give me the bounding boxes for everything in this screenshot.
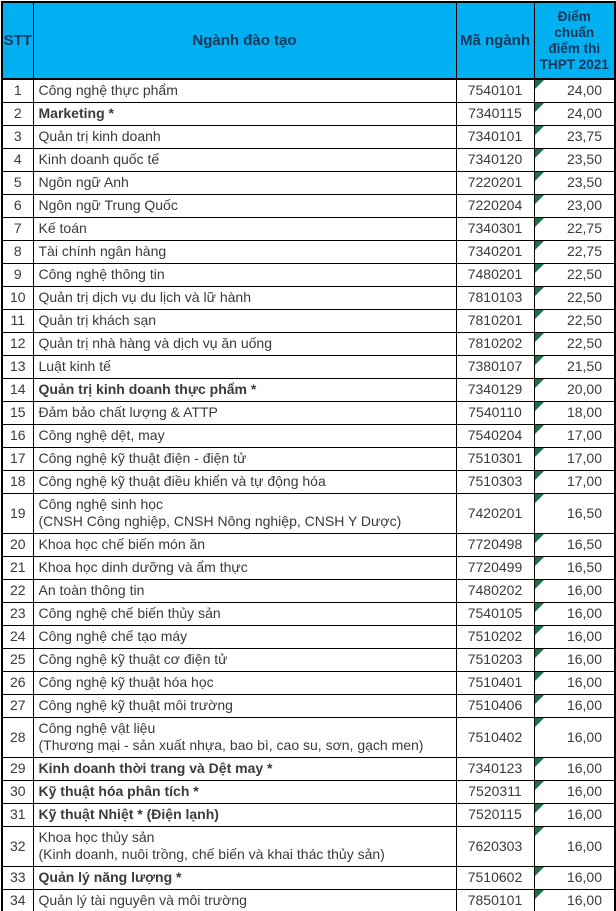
table-row xyxy=(2,757,615,780)
score-value: 22,50 xyxy=(566,266,602,282)
score-cell xyxy=(534,757,615,780)
score-value: 16,00 xyxy=(566,674,602,690)
score-value: 16,00 xyxy=(566,697,602,713)
major-name-cell xyxy=(33,717,456,757)
score-cell xyxy=(534,194,615,217)
major-name-cell xyxy=(33,780,456,803)
table-row xyxy=(2,556,615,579)
score-cell xyxy=(534,355,615,378)
comment-corner-triangle-icon xyxy=(535,218,544,227)
score-cell xyxy=(534,803,615,826)
score-value: 16,00 xyxy=(566,760,602,776)
major-name-cell xyxy=(33,556,456,579)
table-row xyxy=(2,694,615,717)
table-row xyxy=(2,240,615,263)
major-name-line2: (Thương mại - sản xuất nhựa, bao bì, cao su, sơn, gạch men) xyxy=(38,737,424,753)
major-name-cell xyxy=(33,866,456,889)
row-number: 21 xyxy=(2,556,33,579)
score-value: 23,75 xyxy=(566,128,602,144)
score-cell xyxy=(534,694,615,717)
major-name: Công nghệ dệt, may xyxy=(38,427,165,443)
comment-corner-triangle-icon xyxy=(535,356,544,365)
table-row xyxy=(2,217,615,240)
major-name-cell xyxy=(33,625,456,648)
comment-corner-triangle-icon xyxy=(535,718,544,727)
row-number: 22 xyxy=(2,579,33,602)
major-name-cell xyxy=(33,286,456,309)
major-name: Kỹ thuật Nhiệt * (Điện lạnh) xyxy=(38,806,219,822)
major-name-cell xyxy=(33,332,456,355)
row-number: 17 xyxy=(2,447,33,470)
score-value: 17,00 xyxy=(566,450,602,466)
score-value: 16,00 xyxy=(566,891,602,908)
table-row xyxy=(2,447,615,470)
major-name: Công nghệ kỹ thuật cơ điện tử xyxy=(38,651,228,667)
row-number: 13 xyxy=(2,355,33,378)
major-code: 7540101 xyxy=(456,79,534,102)
table-row xyxy=(2,309,615,332)
row-number: 33 xyxy=(2,866,33,889)
major-name: Công nghệ thông tin xyxy=(38,266,165,282)
comment-corner-triangle-icon xyxy=(535,149,544,158)
comment-corner-triangle-icon xyxy=(535,890,544,899)
score-cell xyxy=(534,625,615,648)
major-name: Quản trị kinh doanh thực phẩm * xyxy=(38,381,257,397)
row-number: 23 xyxy=(2,602,33,625)
table-row xyxy=(2,355,615,378)
table-row xyxy=(2,671,615,694)
major-name-cell xyxy=(33,648,456,671)
major-code: 7340129 xyxy=(456,378,534,401)
score-cell xyxy=(534,148,615,171)
comment-corner-triangle-icon xyxy=(535,626,544,635)
major-code: 7510401 xyxy=(456,671,534,694)
score-cell xyxy=(534,579,615,602)
major-code: 7540105 xyxy=(456,602,534,625)
row-number: 27 xyxy=(2,694,33,717)
major-code: 7810103 xyxy=(456,286,534,309)
score-value: 17,00 xyxy=(566,473,602,489)
score-cell xyxy=(534,648,615,671)
major-name: An toàn thông tin xyxy=(38,582,145,598)
table-row xyxy=(2,171,615,194)
row-number: 18 xyxy=(2,470,33,493)
row-number: 29 xyxy=(2,757,33,780)
table-row xyxy=(2,533,615,556)
major-code: 7620303 xyxy=(456,826,534,866)
table-row xyxy=(2,194,615,217)
major-name-cell xyxy=(33,102,456,125)
score-value: 23,50 xyxy=(566,174,602,190)
table-row xyxy=(2,889,615,911)
table-row xyxy=(2,780,615,803)
major-code: 7510303 xyxy=(456,470,534,493)
table-row xyxy=(2,826,615,866)
score-cell xyxy=(534,217,615,240)
major-name-cell xyxy=(33,602,456,625)
comment-corner-triangle-icon xyxy=(535,867,544,876)
major-code: 7480202 xyxy=(456,579,534,602)
major-name: Khoa học chế biến món ăn xyxy=(38,536,206,552)
major-code: 7220204 xyxy=(456,194,534,217)
score-cell xyxy=(534,671,615,694)
row-number: 6 xyxy=(2,194,33,217)
score-value: 16,50 xyxy=(566,536,602,552)
table-row xyxy=(2,79,615,102)
col-header-stt: STT xyxy=(2,2,33,79)
major-name-cell xyxy=(33,263,456,286)
major-name: Khoa học thủy sản xyxy=(38,829,155,845)
score-cell xyxy=(534,125,615,148)
table-row xyxy=(2,125,615,148)
major-name: Quản lý tài nguyên và môi trường xyxy=(38,891,247,908)
major-code: 7510203 xyxy=(456,648,534,671)
score-cell xyxy=(534,240,615,263)
row-number: 4 xyxy=(2,148,33,171)
comment-corner-triangle-icon xyxy=(535,310,544,319)
comment-corner-triangle-icon xyxy=(535,80,544,89)
comment-corner-triangle-icon xyxy=(535,287,544,296)
score-value: 16,00 xyxy=(566,582,602,598)
major-name-cell xyxy=(33,579,456,602)
major-code: 7340115 xyxy=(456,102,534,125)
score-cell xyxy=(534,533,615,556)
table-row xyxy=(2,602,615,625)
row-number: 32 xyxy=(2,826,33,866)
comment-corner-triangle-icon xyxy=(535,695,544,704)
score-value: 16,00 xyxy=(566,728,602,745)
major-name-cell xyxy=(33,533,456,556)
major-code: 7810202 xyxy=(456,332,534,355)
row-number: 3 xyxy=(2,125,33,148)
major-name-cell xyxy=(33,378,456,401)
row-number: 28 xyxy=(2,717,33,757)
score-value: 22,50 xyxy=(566,289,602,305)
major-code: 7520311 xyxy=(456,780,534,803)
comment-corner-triangle-icon xyxy=(535,603,544,612)
major-name: Luật kinh tế xyxy=(38,358,111,374)
major-code: 7420201 xyxy=(456,493,534,533)
comment-corner-triangle-icon xyxy=(535,781,544,790)
score-cell xyxy=(534,309,615,332)
table-row xyxy=(2,625,615,648)
major-name: Công nghệ thực phẩm xyxy=(38,82,178,99)
score-value: 24,00 xyxy=(566,105,602,121)
major-name: Quản lý năng lượng * xyxy=(38,869,182,885)
table-row xyxy=(2,579,615,602)
comment-corner-triangle-icon xyxy=(535,471,544,480)
score-cell xyxy=(534,424,615,447)
major-name: Khoa học dinh dưỡng và ẩm thực xyxy=(38,559,248,575)
score-value: 16,00 xyxy=(566,605,602,621)
major-name-cell xyxy=(33,194,456,217)
major-name: Đảm bảo chất lượng & ATTP xyxy=(38,404,218,420)
major-code: 7720499 xyxy=(456,556,534,579)
row-number: 8 xyxy=(2,240,33,263)
score-cell xyxy=(534,866,615,889)
score-cell xyxy=(534,602,615,625)
comment-corner-triangle-icon xyxy=(535,827,544,836)
header-row xyxy=(2,2,615,79)
admission-score-table xyxy=(1,1,616,911)
comment-corner-triangle-icon xyxy=(535,126,544,135)
major-name: Ngôn ngữ Anh xyxy=(38,174,129,190)
major-name-cell xyxy=(33,309,456,332)
major-code: 7220201 xyxy=(456,171,534,194)
table-row xyxy=(2,102,615,125)
score-value: 22,75 xyxy=(566,220,602,236)
score-cell xyxy=(534,332,615,355)
comment-corner-triangle-icon xyxy=(535,425,544,434)
score-value: 16,00 xyxy=(566,651,602,667)
comment-corner-triangle-icon xyxy=(535,172,544,181)
row-number: 10 xyxy=(2,286,33,309)
major-code: 7540204 xyxy=(456,424,534,447)
score-cell xyxy=(534,79,615,102)
major-name: Ngôn ngữ Trung Quốc xyxy=(38,197,178,213)
score-cell xyxy=(534,717,615,757)
major-name-cell xyxy=(33,694,456,717)
comment-corner-triangle-icon xyxy=(535,448,544,457)
major-name-cell xyxy=(33,826,456,866)
major-name: Công nghệ chế biến thủy sản xyxy=(38,605,221,621)
score-cell xyxy=(534,556,615,579)
table-row xyxy=(2,493,615,533)
col-header-code: Mã ngành xyxy=(456,2,534,79)
score-cell xyxy=(534,401,615,424)
score-value: 23,50 xyxy=(566,151,602,167)
score-cell xyxy=(534,171,615,194)
comment-corner-triangle-icon xyxy=(535,402,544,411)
table-row xyxy=(2,470,615,493)
comment-corner-triangle-icon xyxy=(535,804,544,813)
major-name-cell xyxy=(33,355,456,378)
score-cell xyxy=(534,378,615,401)
row-number: 7 xyxy=(2,217,33,240)
row-number: 34 xyxy=(2,889,33,911)
row-number: 25 xyxy=(2,648,33,671)
comment-corner-triangle-icon xyxy=(535,649,544,658)
score-value: 24,00 xyxy=(566,82,602,99)
major-name: Marketing * xyxy=(38,105,114,121)
table-row xyxy=(2,648,615,671)
comment-corner-triangle-icon xyxy=(535,534,544,543)
major-name-cell xyxy=(33,424,456,447)
table-header xyxy=(2,2,615,79)
row-number: 5 xyxy=(2,171,33,194)
score-value: 17,00 xyxy=(566,427,602,443)
row-number: 20 xyxy=(2,533,33,556)
major-name: Quản trị kinh doanh xyxy=(38,128,161,144)
row-number: 12 xyxy=(2,332,33,355)
score-value: 20,00 xyxy=(566,381,602,397)
comment-corner-triangle-icon xyxy=(535,379,544,388)
major-code: 7480201 xyxy=(456,263,534,286)
row-number: 30 xyxy=(2,780,33,803)
major-name-line2: (Kinh doanh, nuôi trồng, chế biến và khai thác thủy sản) xyxy=(38,846,385,862)
table-body xyxy=(2,79,615,911)
comment-corner-triangle-icon xyxy=(535,264,544,273)
score-value: 23,00 xyxy=(566,197,602,213)
table-row xyxy=(2,332,615,355)
row-number: 16 xyxy=(2,424,33,447)
major-name-cell xyxy=(33,493,456,533)
score-value: 16,50 xyxy=(566,559,602,575)
table-row xyxy=(2,148,615,171)
major-name-cell xyxy=(33,803,456,826)
major-name: Quản trị dịch vụ du lịch và lữ hành xyxy=(38,289,251,305)
major-name: Công nghệ kỹ thuật điện - điện tử xyxy=(38,450,247,466)
row-number: 1 xyxy=(2,79,33,102)
comment-corner-triangle-icon xyxy=(535,241,544,250)
major-name-cell xyxy=(33,148,456,171)
score-value: 16,00 xyxy=(566,869,602,885)
score-cell xyxy=(534,493,615,533)
major-name: Kỹ thuật hóa phân tích * xyxy=(38,783,199,799)
score-value: 16,50 xyxy=(566,504,602,521)
major-code: 7510602 xyxy=(456,866,534,889)
major-name-line2: (CNSH Công nghiệp, CNSH Nông nghiệp, CNSH Y Dược) xyxy=(38,513,402,529)
major-name: Quản trị nhà hàng và dịch vụ ăn uống xyxy=(38,335,273,351)
comment-corner-triangle-icon xyxy=(535,494,544,503)
table-row xyxy=(2,866,615,889)
major-code: 7510402 xyxy=(456,717,534,757)
score-cell xyxy=(534,889,615,911)
major-name-cell xyxy=(33,240,456,263)
major-code: 7340101 xyxy=(456,125,534,148)
major-name: Kinh doanh thời trang và Dệt may * xyxy=(38,760,273,776)
row-number: 31 xyxy=(2,803,33,826)
major-name-cell xyxy=(33,401,456,424)
score-cell xyxy=(534,470,615,493)
comment-corner-triangle-icon xyxy=(535,195,544,204)
row-number: 14 xyxy=(2,378,33,401)
major-name-cell xyxy=(33,447,456,470)
score-value: 22,50 xyxy=(566,312,602,328)
row-number: 11 xyxy=(2,309,33,332)
comment-corner-triangle-icon xyxy=(535,557,544,566)
row-number: 26 xyxy=(2,671,33,694)
row-number: 15 xyxy=(2,401,33,424)
major-code: 7510406 xyxy=(456,694,534,717)
score-value: 16,00 xyxy=(566,783,602,799)
major-name-cell xyxy=(33,671,456,694)
table-row xyxy=(2,717,615,757)
table-row xyxy=(2,424,615,447)
score-cell xyxy=(534,447,615,470)
major-name-cell xyxy=(33,889,456,911)
score-cell xyxy=(534,286,615,309)
major-code: 7340120 xyxy=(456,148,534,171)
major-name: Tài chính ngân hàng xyxy=(38,243,167,259)
major-name: Công nghệ sinh học xyxy=(38,496,164,512)
comment-corner-triangle-icon xyxy=(535,672,544,681)
score-value: 16,00 xyxy=(566,806,602,822)
table-row xyxy=(2,286,615,309)
row-number: 9 xyxy=(2,263,33,286)
row-number: 24 xyxy=(2,625,33,648)
score-value: 21,50 xyxy=(566,358,602,374)
table-row xyxy=(2,803,615,826)
major-name-cell xyxy=(33,757,456,780)
major-code: 7340201 xyxy=(456,240,534,263)
major-name-cell xyxy=(33,171,456,194)
major-code: 7510202 xyxy=(456,625,534,648)
score-value: 22,75 xyxy=(566,243,602,259)
major-code: 7540110 xyxy=(456,401,534,424)
table-row xyxy=(2,401,615,424)
score-value: 16,00 xyxy=(566,628,602,644)
major-code: 7340123 xyxy=(456,757,534,780)
score-cell xyxy=(534,102,615,125)
row-number: 19 xyxy=(2,493,33,533)
major-name-cell xyxy=(33,79,456,102)
score-value: 18,00 xyxy=(566,404,602,420)
major-name: Quản trị khách sạn xyxy=(38,312,157,328)
major-code: 7720498 xyxy=(456,533,534,556)
table-row xyxy=(2,263,615,286)
major-code: 7340301 xyxy=(456,217,534,240)
major-code: 7510301 xyxy=(456,447,534,470)
table-row xyxy=(2,378,615,401)
comment-corner-triangle-icon xyxy=(535,103,544,112)
major-code: 7520115 xyxy=(456,803,534,826)
major-name: Kế toán xyxy=(38,220,87,236)
major-name: Công nghệ chế tạo máy xyxy=(38,628,188,644)
comment-corner-triangle-icon xyxy=(535,333,544,342)
major-name: Công nghệ vật liệu xyxy=(38,720,156,736)
comment-corner-triangle-icon xyxy=(535,580,544,589)
major-name: Công nghệ kỹ thuật điều khiển và tự động hóa xyxy=(38,473,326,489)
major-code: 7810201 xyxy=(456,309,534,332)
score-cell xyxy=(534,826,615,866)
score-cell xyxy=(534,780,615,803)
col-header-score: Điểm chuẩn điểm thi THPT 2021 xyxy=(534,2,615,79)
row-number: 2 xyxy=(2,102,33,125)
major-name-cell xyxy=(33,217,456,240)
col-header-major: Ngành đào tạo xyxy=(33,2,456,79)
major-name-cell xyxy=(33,470,456,493)
major-code: 7850101 xyxy=(456,889,534,911)
score-value: 16,00 xyxy=(566,837,602,854)
major-name: Kinh doanh quốc tế xyxy=(38,151,160,167)
score-cell xyxy=(534,263,615,286)
comment-corner-triangle-icon xyxy=(535,758,544,767)
major-name: Công nghệ kỹ thuật hóa học xyxy=(38,674,214,690)
major-name: Công nghệ kỹ thuật môi trường xyxy=(38,697,233,713)
major-name-cell xyxy=(33,125,456,148)
major-code: 7380107 xyxy=(456,355,534,378)
score-value: 22,50 xyxy=(566,335,602,351)
